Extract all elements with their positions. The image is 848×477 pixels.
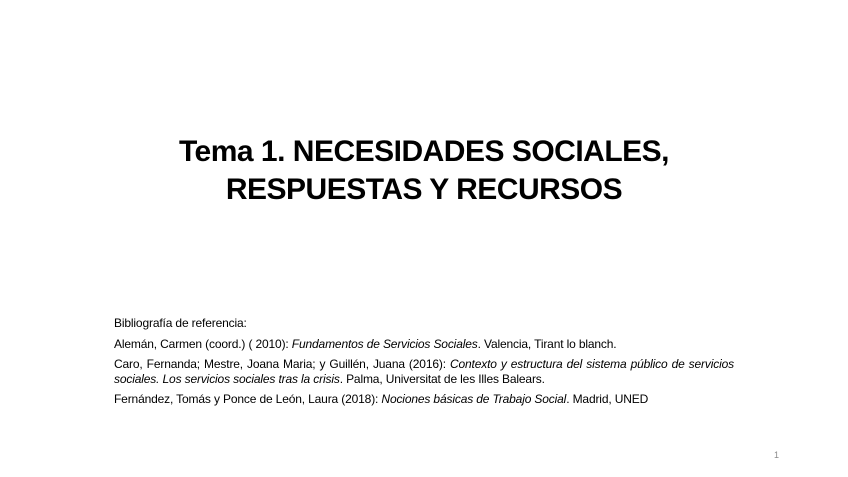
reference-title: Contexto y estructura del sistema público de servicios sociales. Los servicios sociales tras la crisis bbox=[114, 357, 735, 386]
reference-authors: Fernández, Tomás y Ponce de León, Laura (2018): bbox=[114, 392, 382, 406]
reference-authors: Caro, Fernanda; Mestre, Joana Maria; y Guillén, Juana (2016): bbox=[114, 357, 450, 371]
reference-item bbox=[114, 337, 734, 352]
slide-title-line-2: RESPUESTAS Y RECURSOS bbox=[225, 173, 623, 206]
reference-authors: Alemán, Carmen (coord.) ( 2010): bbox=[114, 337, 292, 351]
reference-title: Fundamentos de Servicios Sociales bbox=[291, 337, 478, 351]
slide-title bbox=[100, 133, 748, 209]
reference-publisher: . Palma, Universitat de les Illes Balears. bbox=[339, 372, 545, 386]
reference-publisher: . Madrid, UNED bbox=[566, 392, 649, 406]
bibliography-heading: Bibliografía de referencia: bbox=[114, 316, 247, 330]
reference-item bbox=[114, 392, 734, 407]
page-number: 1 bbox=[774, 450, 780, 460]
slide-title-line-1: Tema 1. NECESIDADES SOCIALES, bbox=[178, 135, 670, 168]
reference-item bbox=[114, 357, 734, 387]
reference-title: Nociones básicas de Trabajo Social bbox=[381, 392, 567, 406]
reference-publisher: . Valencia, Tirant lo blanch. bbox=[477, 337, 617, 351]
bibliography-block bbox=[114, 316, 734, 412]
